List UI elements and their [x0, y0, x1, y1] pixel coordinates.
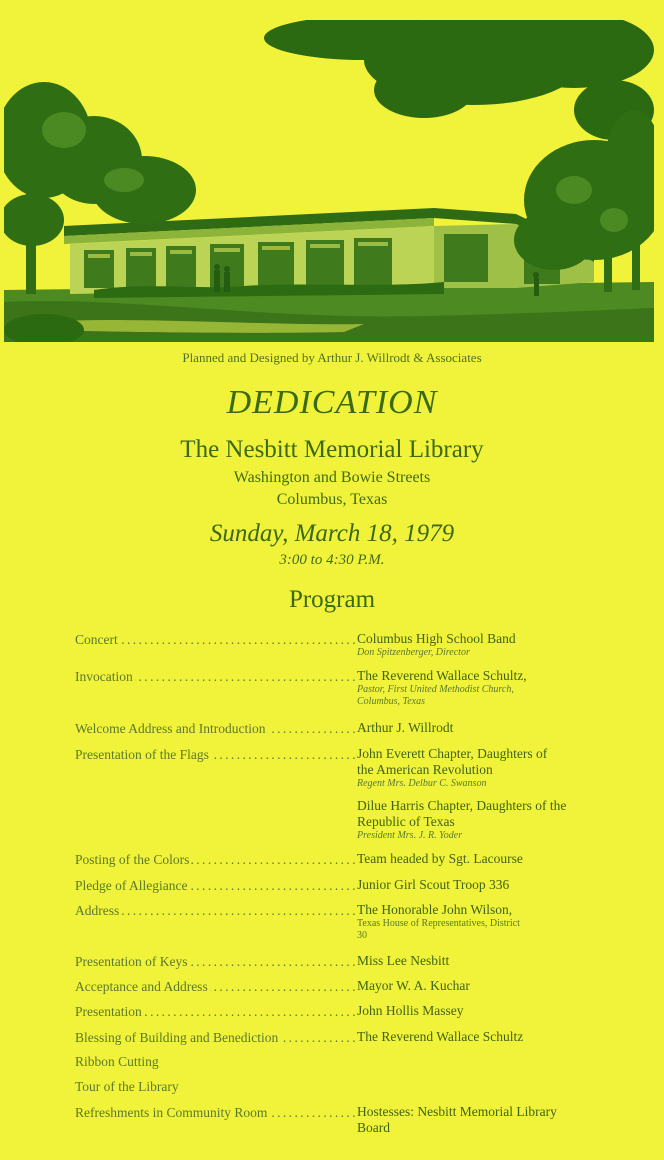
program-performer: The Reverend Wallace Schultz, Pastor, First United Methodist Church, Columbus, Texas	[357, 668, 527, 707]
program-event: Refreshments in Community Room .....	[75, 1104, 357, 1122]
program-performer: John Everett Chapter, Daughters of the American Revolution Regent Mrs. Delbur C. Swanson	[357, 746, 548, 789]
event-time: 3:00 to 4:30 P.M.	[279, 552, 385, 568]
program-event: Invocation .....	[75, 668, 357, 686]
library-name: The Nesbitt Memorial Library	[180, 436, 484, 463]
program-performer: Arthur J. Willrodt	[357, 720, 454, 735]
event-date: Sunday, March 18, 1979	[209, 520, 455, 547]
program-event: Acceptance and Address .....	[75, 978, 357, 996]
program-performer: Junior Girl Scout Troop 336	[357, 877, 510, 892]
program-event: Posting of the Colors .....	[75, 851, 357, 869]
program-performer: Hostesses: Nesbitt Memorial Library Board	[357, 1104, 557, 1135]
program-event: Presentation .....	[75, 1003, 357, 1021]
program-event: Blessing of Building and Benediction .....	[75, 1029, 357, 1047]
program-event: Address .....	[75, 902, 357, 920]
program-performer: John Hollis Massey	[357, 1003, 464, 1018]
street-address: Washington and Bowie Streets	[233, 469, 431, 486]
program-heading: Program	[288, 586, 376, 613]
program-performer: Mayor W. A. Kuchar	[357, 978, 470, 993]
program-performer: The Honorable John Wilson, Texas House of Representatives, District 30	[357, 902, 520, 941]
program-performer: Dilue Harris Chapter, Daughters of the Republic of Texas President Mrs. J. R. Yoder	[357, 798, 567, 841]
program-performer: The Reverend Wallace Schultz	[357, 1029, 524, 1044]
dedication-title: DEDICATION	[226, 384, 438, 421]
program-performer: Columbus High School Band Don Spitzenberger, Director	[357, 631, 516, 658]
program-event: Concert .....	[75, 631, 357, 649]
program-event: Ribbon Cutting	[75, 1054, 159, 1069]
program-event: Presentation of the Flags .....	[75, 746, 357, 764]
program-performer: Team headed by Sgt. Lacourse	[357, 851, 523, 866]
program-event: Welcome Address and Introduction .....	[75, 720, 357, 738]
program-event: Presentation of Keys .....	[75, 953, 357, 971]
program-event: Pledge of Allegiance .....	[75, 877, 357, 895]
architect-credit: Planned and Designed by Arthur J. Willrodt & Associates	[182, 350, 482, 365]
program-event: Tour of the Library	[75, 1079, 179, 1094]
library-building-illustration	[4, 20, 654, 342]
city-address: Columbus, Texas	[276, 491, 388, 508]
program-performer: Miss Lee Nesbitt	[357, 953, 450, 968]
